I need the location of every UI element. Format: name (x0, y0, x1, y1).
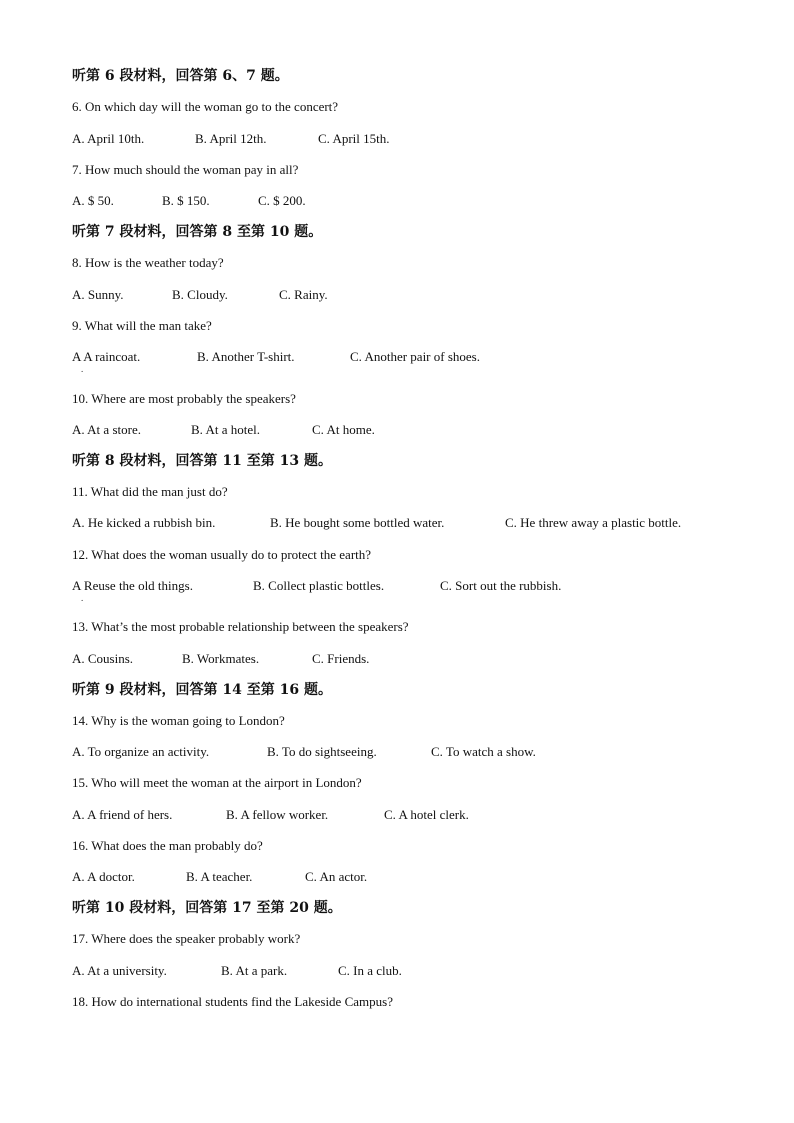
question-9: 9. What will the man take? (72, 318, 212, 333)
question-14-option-a: A. To organize an activity. (72, 744, 210, 759)
question-6: 6. On which day will the woman go to the concert? (72, 99, 339, 114)
question-8: 8. How is the weather today? (72, 255, 224, 270)
question-11-option-b: B. He bought some bottled water. (270, 515, 445, 530)
question-11: 11. What did the man just do? (72, 484, 228, 499)
question-12-option-b: B. Collect plastic bottles. (253, 578, 385, 593)
question-10: 10. Where are most probably the speakers? (72, 391, 296, 406)
question-9-option-c: C. Another pair of shoes. (350, 349, 480, 364)
question-6-option-c: C. April 15th. (318, 131, 390, 146)
question-7-option-c: C. $ 200. (258, 193, 306, 208)
question-13: 13. What’s the most probable relationship between the speakers? (72, 619, 409, 634)
question-17-option-c: C. In a club. (338, 963, 402, 978)
question-10-option-a: A. At a store. (72, 422, 141, 437)
question-15-option-b: B. A fellow worker. (226, 807, 329, 822)
question-6-option-b: B. April 12th. (195, 131, 267, 146)
question-8-option-c: C. Rainy. (279, 287, 328, 302)
question-8-option-b: B. Cloudy. (172, 287, 228, 302)
question-7-option-a: A. $ 50. (72, 193, 114, 208)
question-17-option-a: A. At a university. (72, 963, 167, 978)
question-7: 7. How much should the woman pay in all? (72, 162, 299, 177)
section-heading-6: 听第 6 段材料，回答第 6、7 题。 (72, 68, 289, 84)
question-17-option-b: B. At a park. (221, 963, 288, 978)
question-13-option-c: C. Friends. (312, 651, 370, 666)
question-14-option-b: B. To do sightseeing. (267, 744, 377, 759)
question-10-option-b: B. At a hotel. (191, 422, 260, 437)
question-8-option-a: A. Sunny. (72, 287, 124, 302)
section-heading-7: 听第 7 段材料，回答第 8 至第 10 题。 (72, 224, 323, 240)
stray-dot-mark: . (81, 593, 84, 603)
question-16-option-c: C. An actor. (305, 869, 368, 884)
question-17: 17. Where does the speaker probably work? (72, 931, 301, 946)
question-7-option-b: B. $ 150. (162, 193, 210, 208)
question-15: 15. Who will meet the woman at the airport in London? (72, 775, 362, 790)
question-18: 18. How do international students find the Lakeside Campus? (72, 994, 393, 1009)
question-13-option-a: A. Cousins. (72, 651, 134, 666)
question-11-option-a: A. He kicked a rubbish bin. (72, 515, 216, 530)
question-15-option-a: A. A friend of hers. (72, 807, 173, 822)
question-15-option-c: C. A hotel clerk. (384, 807, 469, 822)
question-16: 16. What does the man probably do? (72, 838, 263, 853)
section-heading-8: 听第 8 段材料，回答第 11 至第 13 题。 (72, 453, 332, 469)
question-14: 14. Why is the woman going to London? (72, 713, 285, 728)
question-9-option-b: B. Another T-shirt. (197, 349, 295, 364)
section-heading-9: 听第 9 段材料，回答第 14 至第 16 题。 (72, 682, 332, 698)
section-heading-10: 听第 10 段材料，回答第 17 至第 20 题。 (72, 900, 342, 916)
question-6-option-a: A. April 10th. (72, 131, 145, 146)
question-14-option-c: C. To watch a show. (431, 744, 536, 759)
question-9-option-a: A A raincoat. (72, 349, 141, 364)
question-16-option-b: B. A teacher. (186, 869, 253, 884)
question-13-option-b: B. Workmates. (182, 651, 260, 666)
question-12-option-a: A Reuse the old things. (72, 578, 193, 593)
stray-dot-mark: . (81, 364, 84, 374)
question-12: 12. What does the woman usually do to protect the earth? (72, 547, 372, 562)
question-10-option-c: C. At home. (312, 422, 375, 437)
question-11-option-c: C. He threw away a plastic bottle. (505, 515, 682, 530)
question-16-option-a: A. A doctor. (72, 869, 135, 884)
question-12-option-c: C. Sort out the rubbish. (440, 578, 562, 593)
